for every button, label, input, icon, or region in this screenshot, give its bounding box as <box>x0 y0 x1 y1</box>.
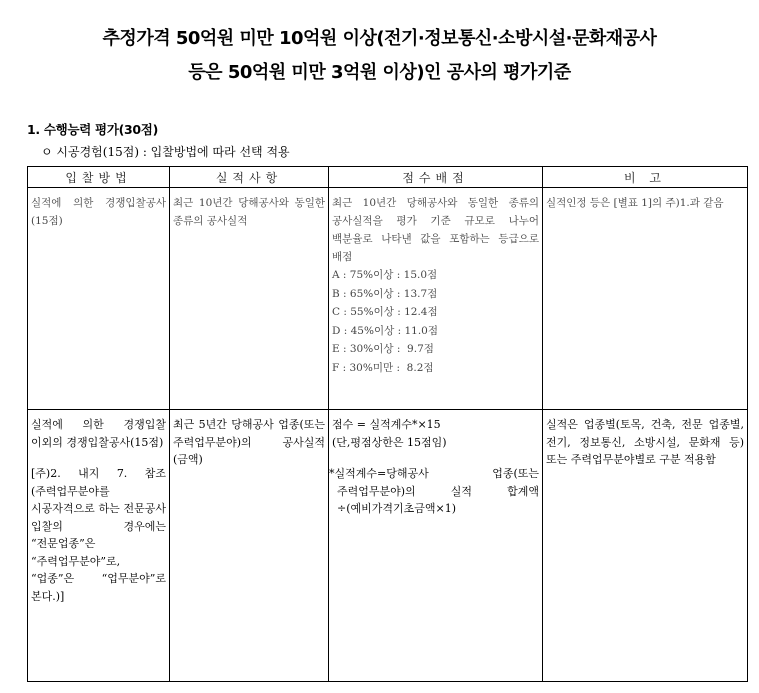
row1-grade-list <box>329 266 542 377</box>
row2-score-note: *실적계수=당해공사 업종(또는 주력업무분야)의 실적 합계액÷(예비가격기초금액×1) <box>329 467 539 515</box>
document-title-line-2: 등은 50억원 미만 3억원 이상)인 공사의 평가기준 <box>188 62 571 83</box>
row2-score-formula: 점수 = 실적계수*×15 <box>332 418 441 431</box>
row1-score-cell <box>329 188 543 410</box>
header-record: 실적사항 <box>170 167 329 188</box>
grade-b: B : 65%이상 : 13.7점 <box>332 287 438 300</box>
row1-remarks: 실적인정 등은 [별표 1]의 주)1.과 같음 <box>546 197 724 209</box>
grade-c: C : 55%이상 : 12.4점 <box>332 306 438 318</box>
row2-remarks: 실적은 업종별(토목, 건축, 전문 업종별, 전기, 정보통신, 소방시설, 문화재 등) 또는 주력업무분야별로 구분 적용함 <box>546 418 744 466</box>
row2-method-cell <box>28 410 170 682</box>
grade-a: A : 75%이상 : 15.0점 <box>332 269 438 281</box>
row2-method: 실적에 의한 경쟁입찰 이외의 경쟁입찰공사(15점) <box>31 418 166 449</box>
grade-e: E : 30%이상 : 9.7점 <box>332 343 434 355</box>
grade-f: F : 30%미만 : 8.2점 <box>332 361 434 374</box>
header-bidding-method: 입찰방법 <box>28 167 170 188</box>
section-heading: 1. 수행능력 평가(30점) <box>27 122 158 137</box>
header-remarks: 비 고 <box>543 167 748 188</box>
evaluation-table <box>27 166 748 682</box>
grade-d: D : 45%이상 : 11.0점 <box>332 324 438 337</box>
row2-method-note: [주)2. 내지 7. 참조(주력업무분야를 시공자격으로 하는 전문공사 입찰의 경우에는 “전문업종”은 “주력업무분야”로, “업종”은 “업무분야”로 본다.)] <box>31 467 166 603</box>
table-header-row <box>28 167 748 188</box>
row2-record: 최근 5년간 당해공사 업종(또는 주력업무분야)의 공사실적(금액) <box>173 418 325 466</box>
table-row <box>28 410 748 682</box>
row1-remarks-cell <box>543 188 748 410</box>
row2-score-cap: (단,평점상한은 15점임) <box>332 435 447 449</box>
row1-score-intro: 최근 10년간 당해공사와 동일한 종류의 공사실적을 평가 기준 규모로 나누어 백분율로 나타낸 값을 포함하는 등급으로 배점 <box>332 197 539 263</box>
section-subheading: ㅇ 시공경험(15점) : 입찰방법에 따라 선택 적용 <box>41 145 290 159</box>
row1-record: 최근 10년간 당해공사와 동일한 종류의 공사실적 <box>173 197 325 227</box>
document-title-line-1: 추정가격 50억원 미만 10억원 이상(전기·정보통신·소방시설·문화재공사 <box>102 28 657 49</box>
row1-record-cell <box>170 188 329 410</box>
row2-remarks-cell <box>543 410 748 682</box>
row2-record-cell <box>170 410 329 682</box>
header-score: 점수배점 <box>329 167 543 188</box>
table-row <box>28 188 748 410</box>
row1-method-cell <box>28 188 170 410</box>
row2-score-cell <box>329 410 543 682</box>
row1-method: 실적에 의한 경쟁입찰공사(15점) <box>31 197 166 227</box>
